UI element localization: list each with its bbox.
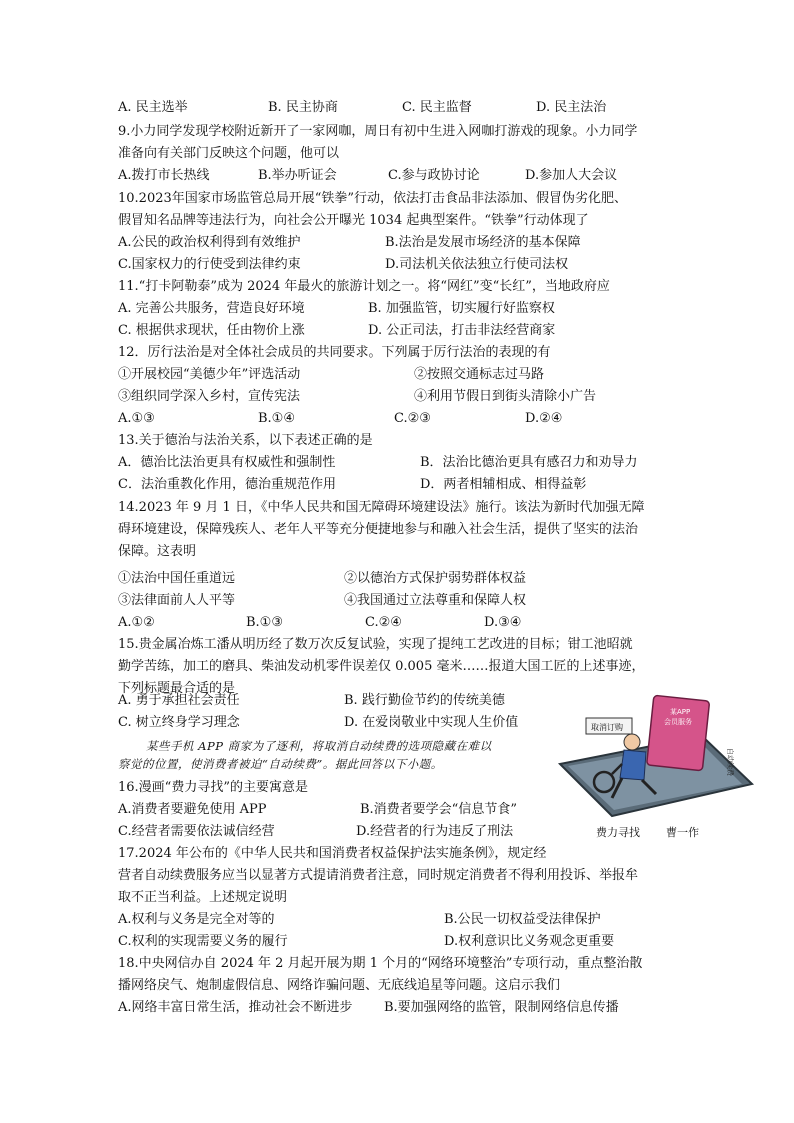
card-line1: 某APP: [670, 708, 691, 716]
q14-item-3: ③法律面前人人平等: [118, 593, 236, 608]
q12-item-4: ④利用节假日到街头清除小广告: [414, 389, 597, 404]
q13-stem-line1: 13.关于德治与法治关系，以下表述正确的是: [118, 433, 373, 448]
q17-option-c: C.权利的实现需要义务的履行: [118, 934, 288, 949]
q16-option-c: C.经营者需要依法诚信经营: [118, 824, 275, 839]
q13-option-d: D．两者相辅相成、相得益彰: [420, 477, 587, 492]
membership-card: [647, 695, 710, 770]
q8-option-b: B. 民主协商: [268, 100, 338, 115]
q15-option-a-visible: A. 勇于承担社会责任: [118, 693, 240, 708]
q12-option-c: C.②③: [394, 411, 431, 426]
q12-item-3: ③组织同学深入乡村，宣传宪法: [118, 389, 301, 404]
q12-option-b: B.①④: [258, 411, 295, 426]
q14-item-4: ④我国通过立法尊重和保障人权: [344, 593, 527, 608]
q9-option-c: C.参与政协讨论: [388, 168, 480, 183]
q9-stem-line1: 9.小力同学发现学校附近新开了一家网咖，周日有初中生进入网咖打游戏的现象。小力同学: [118, 124, 638, 139]
q15-option-d: D. 在爱岗敬业中实现人生价值: [344, 715, 519, 730]
q11-option-d: D. 公正司法，打击非法经营商家: [368, 323, 556, 338]
q11-option-b: B. 加强监管，切实履行好监察权: [368, 301, 555, 316]
comic-svg: [552, 694, 757, 818]
q14-stem-line2: 碍环境建设，保障残疾人、老年人平等充分便捷地参与和融入社会生活，提供了坚实的法治: [118, 522, 639, 537]
q15-stem-line3: 下列标题最合适的是: [118, 681, 236, 696]
q9-option-d: D.参加人大会议: [525, 168, 618, 183]
q8-option-c: C. 民主监督: [402, 100, 472, 115]
q13-option-a: A．德治比法治更具有权威性和强制性: [118, 455, 336, 470]
q9-option-b: B.举办听证会: [258, 168, 337, 183]
q15-stem-line2: 勤学苦练，加工的磨具、柴油发动机零件误差仅 0.005 毫米……报道大国工匠的上述事迹，: [118, 659, 645, 674]
q8-option-d: D. 民主法治: [536, 100, 607, 115]
card-line2: 会员服务: [664, 718, 692, 726]
comic-caption-title: 费力寻找: [596, 826, 640, 839]
q9-option-a: A.拨打市长热线: [118, 168, 210, 183]
q10-option-c: C.国家权力的行使受到法律约束: [118, 257, 301, 272]
comic-illustration: [552, 694, 757, 818]
q10-option-b: B.法治是发展市场经济的基本保障: [385, 235, 581, 250]
q14-option-b: B.①③: [246, 615, 283, 630]
q16-option-d: D.经营者的行为违反了刑法: [356, 824, 514, 839]
material-line2: 察觉的位置，使消费者被迫“自动续费”。据此回答以下小题。: [118, 757, 443, 771]
q11-option-c: C. 根据供求现状，任由物价上涨: [118, 323, 305, 338]
q11-option-a: A. 完善公共服务，营造良好环境: [118, 301, 305, 316]
q10-option-a: A.公民的政治权利得到有效维护: [118, 235, 301, 250]
material-line1: 某些手机 APP 商家为了逐利，将取消自动续费的选项隐藏在难以: [146, 739, 492, 753]
q17-option-b: B.公民一切权益受法律保护: [444, 912, 601, 927]
q14-option-c: C.②④: [365, 615, 402, 630]
q12-option-d: D.②④: [525, 411, 563, 426]
q13-option-b: B．法治比德治更具有感召力和劝导力: [420, 455, 638, 470]
q16-option-b: B.消费者要学会“信息节食”: [360, 802, 517, 817]
q18-stem-line2: 播网络戾气、炮制虚假信息、网络诈骗问题、无底线追星等问题。这启示我们: [118, 978, 561, 993]
side-text: 自动续费: [726, 748, 734, 776]
q17-option-a: A.权利与义务是完全对等的: [118, 912, 275, 927]
q14-option-d: D.③④: [484, 615, 522, 630]
sign-text: 取消订购: [591, 723, 623, 732]
comic-caption-author: 曹一作: [666, 826, 699, 839]
q14-option-a: A.①②: [118, 615, 155, 630]
q14-stem-line1: 14.2023 年 9 月 1 日，《中华人民共和国无障碍环境建设法》施行。该法为新时代加强无障: [118, 500, 645, 515]
q8-option-a: A. 民主选举: [118, 100, 188, 115]
q12-stem-line1: 12．厉行法治是对全体社会成员的共同要求。下列属于厉行法治的表现的有: [118, 345, 551, 360]
q14-item-1: ①法治中国任重道远: [118, 571, 236, 586]
q11-stem-line1: 11.“打卡阿勒泰”成为 2024 年最火的旅游计划之一。将“网红”变“长红”，当地政府应: [118, 279, 610, 294]
q18-stem-line1: 18.中央网信办自 2024 年 2 月起开展为期 1 个月的“网络环境整治”专项行动，重点整治散: [118, 956, 643, 971]
q15-stem-line1: 15.贵金属冶炼工潘从明历经了数万次反复试验，实现了提纯工艺改进的目标；钳工池昭就: [118, 637, 633, 652]
person-body: [620, 750, 646, 780]
q17-stem-line2: 营者自动续费服务应当以显著方式提请消费者注意，同时规定消费者不得利用投诉、举报牟: [118, 868, 639, 883]
q17-stem-line1: 17.2024 年公布的《中华人民共和国消费者权益保护法实施条例》，规定经: [118, 846, 547, 861]
q10-stem-line2: 假冒知名品牌等违法行为，向社会公开曝光 1034 起典型案件。“铁拳”行动体现了: [118, 213, 589, 228]
q17-option-d: D.权利意识比义务观念更重要: [444, 934, 615, 949]
q15-option-c: C. 树立终身学习理念: [118, 715, 240, 730]
q16-stem-line1: 16.漫画“费力寻找”的主要寓意是: [118, 780, 308, 795]
q10-stem-line1: 10.2023年国家市场监管总局开展“铁拳”行动，依法打击食品非法添加、假冒伪劣化肥、: [118, 191, 628, 206]
q14-item-2: ②以德治方式保护弱势群体权益: [344, 571, 527, 586]
q12-item-2: ②按照交通标志过马路: [414, 367, 545, 382]
q9-stem-line2: 准备向有关部门反映这个问题，他可以: [118, 146, 340, 161]
q16-option-a: A.消费者要避免使用 APP: [118, 802, 267, 817]
q18-option-a: A.网络丰富日常生活，推动社会不断进步: [118, 1000, 353, 1015]
q12-item-1: ①开展校园“美德少年”评选活动: [118, 367, 301, 382]
person-head: [624, 734, 640, 750]
q12-option-a: A.①③: [118, 411, 155, 426]
q15-option-b: B. 践行勤俭节约的传统美德: [344, 693, 505, 708]
q10-option-d: D.司法机关依法独立行使司法权: [385, 257, 569, 272]
q18-option-b: B.要加强网络的监管，限制网络信息传播: [384, 1000, 619, 1015]
q17-stem-line3: 取不正当利益。上述规定说明: [118, 890, 288, 905]
q14-stem-line3: 保障。这表明: [118, 544, 197, 559]
q13-option-c: C．法治重教化作用，德治重规范作用: [118, 477, 336, 492]
